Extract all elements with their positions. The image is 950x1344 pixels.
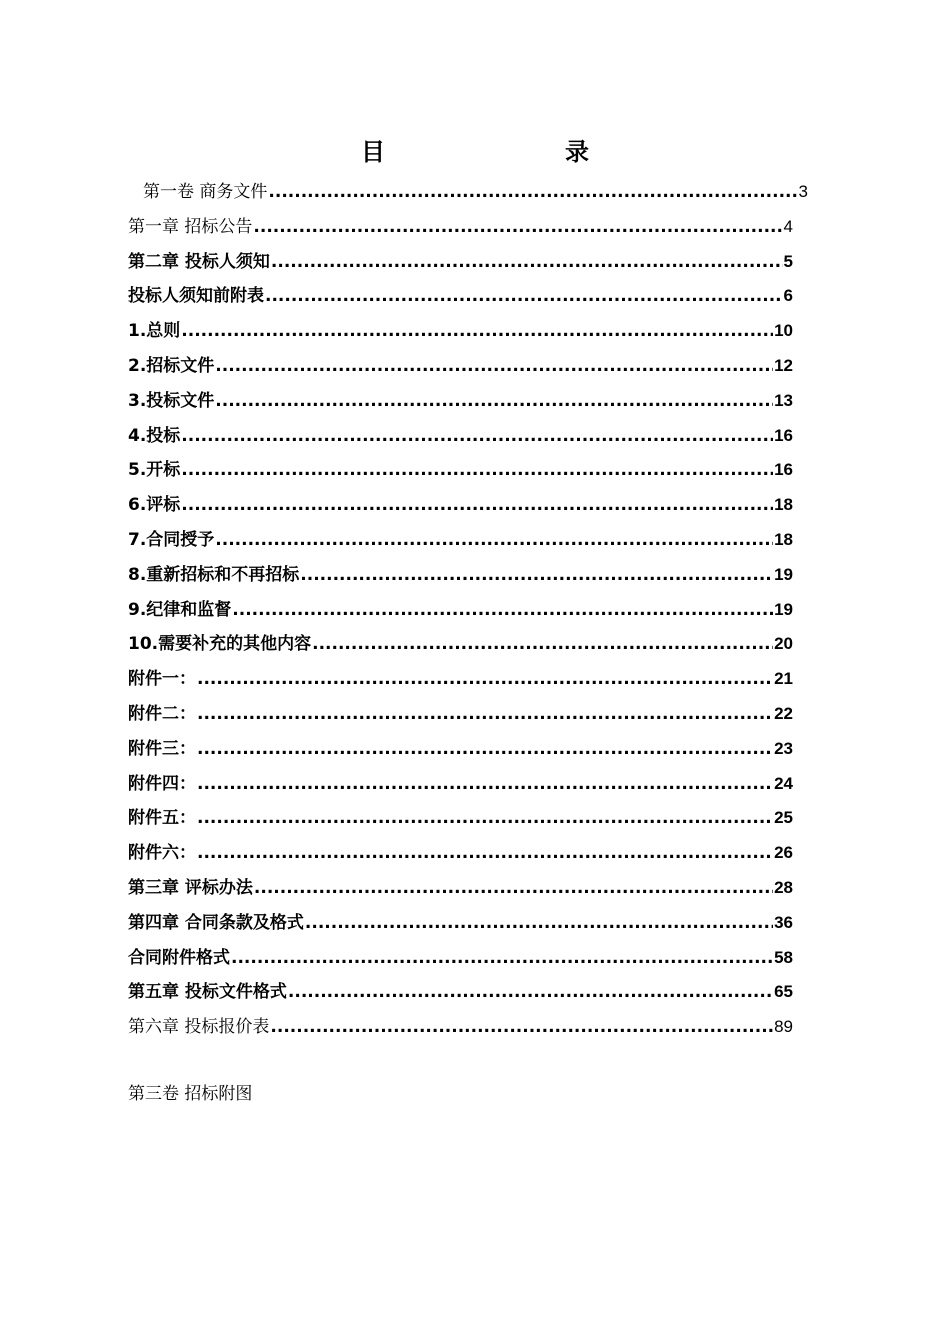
toc-entry-label: 9.纪律和监督 — [128, 600, 232, 620]
toc-entry-chapter-one[interactable] — [128, 215, 793, 239]
dot-leader — [181, 493, 773, 517]
toc-entry-page: 65 — [774, 982, 793, 1001]
toc-entry-section-4[interactable] — [128, 424, 793, 448]
toc-entry-label: 投标人须知前附表 — [128, 286, 264, 306]
volume-three-heading: 第三卷 招标附图 — [128, 1084, 253, 1104]
dot-leader — [268, 180, 797, 204]
toc-entry-label: 4.投标 — [128, 426, 181, 446]
toc-entry-page: 18 — [774, 530, 793, 549]
dot-leader — [232, 598, 773, 622]
toc-entry-page: 25 — [774, 808, 793, 827]
toc-entry-label: 附件二： — [128, 704, 196, 724]
toc-entry-page: 5 — [783, 252, 793, 271]
toc-entry-chapter-three[interactable] — [128, 876, 793, 900]
toc-entry-label: 2.招标文件 — [128, 356, 215, 376]
toc-entry-page: 19 — [774, 565, 793, 584]
toc-entry-label: 附件一： — [128, 669, 196, 689]
toc-entry-page: 6 — [783, 286, 793, 305]
toc-entry-annex-6[interactable] — [128, 841, 793, 865]
toc-entry-label: 7.合同授予 — [128, 530, 215, 550]
toc-entry-annex-2[interactable] — [128, 702, 793, 726]
dot-leader — [270, 1015, 773, 1039]
toc-entry-page: 19 — [774, 600, 793, 619]
toc-entry-page: 23 — [774, 739, 793, 758]
toc-entry-label: 合同附件格式 — [128, 948, 230, 968]
toc-entry-section-6[interactable] — [128, 493, 793, 517]
toc-entry-label: 第三章 评标办法 — [128, 878, 253, 898]
toc-entry-chapter-four[interactable] — [128, 911, 793, 935]
toc-entry-section-5[interactable] — [128, 458, 793, 482]
toc-entry-label: 10.需要补充的其他内容 — [128, 634, 312, 654]
toc-entry-data-sheet[interactable] — [128, 284, 793, 308]
toc-entry-page: 13 — [774, 391, 793, 410]
toc-entry-chapter-five[interactable] — [128, 980, 793, 1004]
toc-entry-section-3[interactable] — [128, 389, 793, 413]
toc-entry-page: 12 — [774, 356, 793, 375]
dot-leader — [254, 876, 773, 900]
toc-entry-section-2[interactable] — [128, 354, 793, 378]
toc-entry-annex-1[interactable] — [128, 667, 793, 691]
toc-entry-label: 附件五： — [128, 808, 196, 828]
dot-leader — [215, 389, 773, 413]
dot-leader — [215, 354, 773, 378]
toc-entry-section-8[interactable] — [128, 563, 793, 587]
toc-entry-chapter-six[interactable] — [128, 1015, 793, 1039]
toc-entry-label: 附件三： — [128, 739, 196, 759]
toc-entry-page: 26 — [774, 843, 793, 862]
toc-entry-page: 89 — [774, 1017, 793, 1036]
dot-leader — [181, 458, 773, 482]
toc-entry-label: 1.总则 — [128, 321, 181, 341]
dot-leader — [181, 319, 773, 343]
toc-entry-label: 8.重新招标和不再招标 — [128, 565, 300, 585]
toc-entry-label: 第一卷 商务文件 — [143, 182, 268, 202]
dot-leader — [197, 841, 773, 865]
toc-entry-page: 36 — [774, 913, 793, 932]
toc-entry-page: 16 — [774, 460, 793, 479]
toc-entry-annex-3[interactable] — [128, 737, 793, 761]
toc-entry-annex-4[interactable] — [128, 772, 793, 796]
toc-entry-contract-annex-formats[interactable] — [128, 946, 793, 970]
toc-entry-label: 5.开标 — [128, 460, 181, 480]
dot-leader — [197, 806, 773, 830]
dot-leader — [181, 424, 773, 448]
dot-leader — [271, 250, 783, 274]
dot-leader — [215, 528, 773, 552]
toc-entry-label: 第五章 投标文件格式 — [128, 982, 287, 1002]
toc-entry-annex-5[interactable] — [128, 806, 793, 830]
toc-entry-label: 第四章 合同条款及格式 — [128, 913, 304, 933]
toc-entry-chapter-two[interactable] — [128, 250, 793, 274]
toc-entry-page: 16 — [774, 426, 793, 445]
dot-leader — [197, 667, 773, 691]
toc-entry-page: 3 — [798, 182, 808, 201]
toc-entry-label: 第六章 投标报价表 — [128, 1017, 270, 1037]
dot-leader — [312, 632, 773, 656]
toc-entry-label: 第一章 招标公告 — [128, 217, 253, 237]
dot-leader — [288, 980, 773, 1004]
dot-leader — [197, 772, 773, 796]
toc-entry-page: 10 — [774, 321, 793, 340]
dot-leader — [253, 215, 782, 239]
dot-leader — [231, 946, 773, 970]
dot-leader — [305, 911, 773, 935]
toc-entry-label: 6.评标 — [128, 495, 181, 515]
toc-entry-label: 3.投标文件 — [128, 391, 215, 411]
dot-leader — [197, 737, 773, 761]
toc-entry-page: 4 — [783, 217, 793, 236]
toc-entry-page: 20 — [774, 634, 793, 653]
dot-leader — [197, 702, 773, 726]
toc-entry-section-7[interactable] — [128, 528, 793, 552]
toc-entry-section-9[interactable] — [128, 598, 793, 622]
toc-entry-section-1[interactable] — [128, 319, 793, 343]
dot-leader — [300, 563, 773, 587]
toc-entry-page: 28 — [774, 878, 793, 897]
toc-entry-label: 第二章 投标人须知 — [128, 252, 270, 272]
toc-entry-page: 18 — [774, 495, 793, 514]
toc-entry-label: 附件四： — [128, 774, 196, 794]
toc-title: 目 录 — [361, 138, 633, 166]
toc-entry-page: 21 — [774, 669, 793, 688]
toc-entry-volume-one[interactable] — [143, 180, 808, 204]
toc-entry-page: 22 — [774, 704, 793, 723]
toc-entry-page: 24 — [774, 774, 793, 793]
dot-leader — [265, 284, 783, 308]
toc-entry-section-10[interactable] — [128, 632, 793, 656]
toc-entry-label: 附件六： — [128, 843, 196, 863]
toc-entry-page: 58 — [774, 948, 793, 967]
